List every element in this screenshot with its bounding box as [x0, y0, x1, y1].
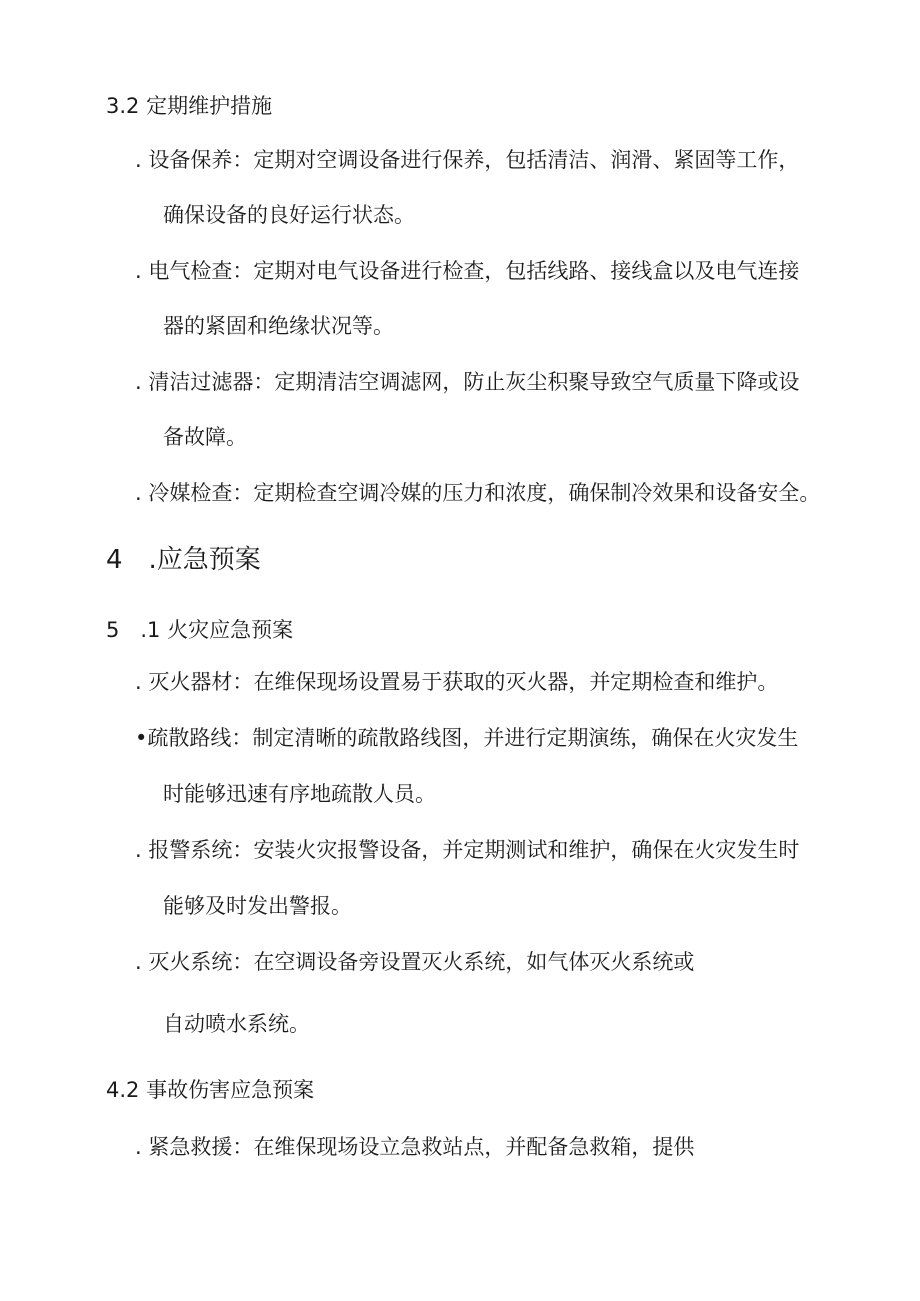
list-item-continuation: 自动喷水系统。 — [163, 1012, 310, 1036]
section-4-1-heading: 5 .1 火灾应急预案 — [106, 618, 294, 642]
list-item-line: . 灭火器材：在维保现场设置易于获取的灭火器，并定期检查和维护。 — [135, 670, 779, 694]
list-item-continuation: 时能够迅速有序地疏散人员。 — [163, 782, 436, 806]
list-item-continuation: 器的紧固和绝缘状况等。 — [163, 314, 394, 338]
section-4-2-heading: 4.2 事故伤害应急预案 — [106, 1078, 315, 1102]
list-item-continuation: 能够及时发出警报。 — [163, 894, 352, 918]
list-item-line: . 灭火系统：在空调设备旁设置灭火系统，如气体灭火系统或 — [135, 950, 695, 974]
section-4-heading: 4 .应急预案 — [106, 545, 261, 575]
list-item-line: . 设备保养：定期对空调设备进行保养，包括清洁、润滑、紧固等工作， — [135, 148, 800, 172]
list-item-line: . 紧急救援：在维保现场设立急救站点，并配备急救箱，提供 — [135, 1135, 695, 1159]
list-item-line: . 冷媒检查：定期检查空调冷媒的压力和浓度，确保制冷效果和设备安全。 — [135, 481, 821, 505]
list-item-line: . 电气检查：定期对电气设备进行检查，包括线路、接线盒以及电气连接 — [135, 259, 800, 283]
list-item-line: . 报警系统：安装火灾报警设备，并定期测试和维护，确保在火灾发生时 — [135, 838, 800, 862]
list-item-continuation: 确保设备的良好运行状态。 — [163, 203, 415, 227]
list-item-line: •疏散路线：制定清晰的疏散路线图，并进行定期演练，确保在火灾发生 — [135, 726, 799, 750]
list-item-continuation: 备故障。 — [163, 425, 247, 449]
section-3-2-heading: 3.2 定期维护措施 — [106, 94, 273, 118]
list-item-line: . 清洁过滤器：定期清洁空调滤网，防止灰尘积聚导致空气质量下降或设 — [135, 370, 800, 394]
